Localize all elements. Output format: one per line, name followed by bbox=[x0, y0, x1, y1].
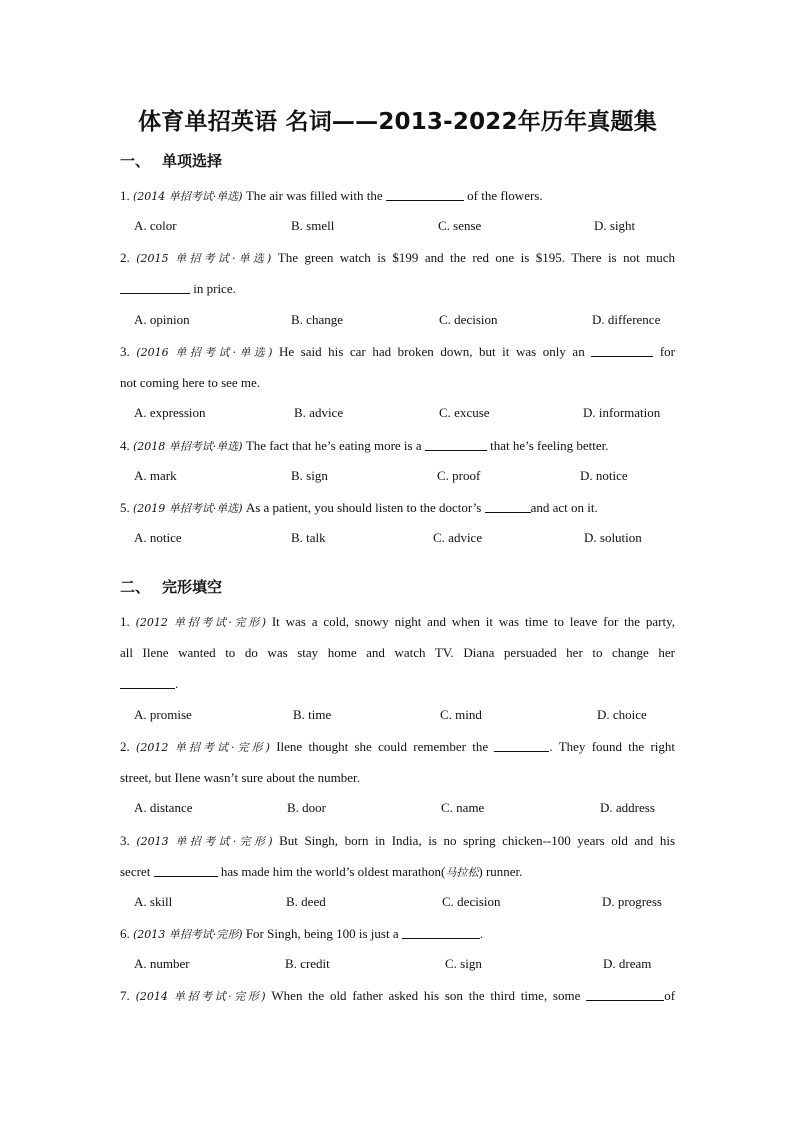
question-number: 3. bbox=[120, 344, 130, 359]
question-text: ) runner. bbox=[478, 864, 523, 879]
section-number: 二、 bbox=[120, 578, 151, 596]
question-number: 5. bbox=[120, 500, 130, 515]
question-line bbox=[120, 668, 675, 699]
option-c: C. sign bbox=[445, 956, 482, 971]
question-source: (2014 单招考试·单选) bbox=[133, 190, 243, 203]
option-a: A. color bbox=[134, 218, 177, 233]
option-d: D. dream bbox=[603, 956, 652, 971]
question-line bbox=[120, 918, 675, 949]
option-a: A. mark bbox=[134, 468, 177, 483]
question-source: (2013 单招考试·完形) bbox=[136, 835, 273, 848]
question-number: 4. bbox=[120, 438, 130, 453]
question-text: . bbox=[175, 676, 179, 691]
option-row bbox=[134, 530, 674, 550]
question-number: 6. bbox=[120, 926, 130, 941]
question-source: (2015 单招考试·单选) bbox=[136, 252, 272, 265]
option-a: A. expression bbox=[134, 405, 206, 420]
question-line bbox=[120, 606, 675, 637]
answer-blank bbox=[154, 864, 218, 877]
option-b: B. door bbox=[287, 800, 326, 815]
answer-blank bbox=[425, 438, 487, 451]
question-line: all Ilene wanted to do was stay home and watch TV. Diana persuaded her to change her bbox=[120, 645, 675, 660]
question-text: It was a cold, snowy night and when it was time to leave for the party, bbox=[271, 614, 675, 629]
option-row bbox=[134, 956, 674, 976]
question-line bbox=[120, 273, 675, 304]
option-c: C. sense bbox=[438, 218, 482, 233]
option-d: D. difference bbox=[592, 312, 661, 327]
option-b: B. advice bbox=[294, 405, 344, 420]
question-line: street, but Ilene wasn’t sure about the number. bbox=[120, 770, 360, 785]
answer-blank bbox=[402, 926, 480, 939]
answer-blank bbox=[494, 739, 549, 752]
option-row bbox=[134, 468, 674, 488]
question-item bbox=[120, 731, 675, 793]
answer-blank bbox=[120, 281, 190, 294]
option-row bbox=[134, 218, 674, 238]
option-b: B. change bbox=[291, 312, 343, 327]
option-c: C. decision bbox=[439, 312, 498, 327]
question-line bbox=[120, 731, 675, 762]
question-text: He said his car had broken down, but it was only an bbox=[278, 344, 585, 359]
option-c: C. proof bbox=[437, 468, 481, 483]
question-number: 2. bbox=[120, 739, 130, 754]
question-line bbox=[120, 980, 675, 1011]
section-name: 单项选择 bbox=[162, 152, 223, 170]
option-row bbox=[134, 707, 674, 727]
question-text: secret bbox=[120, 864, 151, 879]
question-number: 2. bbox=[120, 250, 130, 265]
answer-blank bbox=[586, 988, 664, 1001]
option-b: B. time bbox=[293, 707, 332, 722]
question-text: Ilene thought she could remember the bbox=[276, 739, 489, 754]
option-c: C. decision bbox=[442, 894, 501, 909]
page-title: 体育单招英语 名词——2013-2022年历年真题集 bbox=[138, 109, 657, 135]
option-d: D. solution bbox=[584, 530, 642, 545]
question-text: has made him the world’s oldest marathon( bbox=[220, 864, 446, 879]
option-c: C. mind bbox=[440, 707, 482, 722]
option-d: D. notice bbox=[580, 468, 628, 483]
option-a: A. distance bbox=[134, 800, 193, 815]
question-item bbox=[120, 492, 675, 523]
question-line bbox=[120, 242, 675, 273]
option-a: A. skill bbox=[134, 894, 173, 909]
question-source: (2013 单招考试·完形) bbox=[133, 928, 243, 941]
question-text: The fact that he’s eating more is a bbox=[245, 438, 422, 453]
question-line bbox=[120, 430, 675, 461]
question-number: 7. bbox=[120, 988, 130, 1003]
question-text: that he’s feeling better. bbox=[490, 438, 609, 453]
question-source: (2014 单招考试·完形) bbox=[135, 990, 266, 1003]
option-b: B. credit bbox=[285, 956, 330, 971]
question-text: . bbox=[479, 926, 484, 941]
option-d: D. address bbox=[600, 800, 655, 815]
question-text: of the flowers. bbox=[467, 188, 543, 203]
option-c: C. excuse bbox=[439, 405, 490, 420]
option-b: B. deed bbox=[286, 894, 326, 909]
option-b: B. talk bbox=[291, 530, 326, 545]
question-source: (2018 单招考试·单选) bbox=[133, 440, 243, 453]
question-line bbox=[120, 856, 675, 887]
question-item bbox=[120, 918, 675, 949]
question-source: (2012 单招考试·完形) bbox=[135, 616, 266, 629]
question-source: (2016 单招考试·单选) bbox=[136, 346, 273, 359]
question-line bbox=[120, 825, 675, 856]
question-item bbox=[120, 825, 675, 887]
option-row bbox=[134, 800, 674, 820]
question-number: 1. bbox=[120, 614, 130, 629]
question-item bbox=[120, 336, 675, 398]
question-text: and act on it. bbox=[530, 500, 598, 515]
question-text: 马拉松 bbox=[445, 866, 479, 879]
question-text: The green watch is $199 and the red one is $195. There is not much bbox=[277, 250, 676, 265]
question-text: . They found the right bbox=[549, 739, 676, 754]
question-text: But Singh, born in India, is no spring chicken--100 years old and his bbox=[279, 833, 676, 848]
question-line bbox=[120, 336, 675, 367]
answer-blank bbox=[591, 344, 653, 357]
question-number: 3. bbox=[120, 833, 130, 848]
option-b: B. smell bbox=[291, 218, 335, 233]
question-line bbox=[120, 180, 675, 211]
question-item bbox=[120, 242, 675, 304]
option-a: A. number bbox=[134, 956, 190, 971]
option-a: A. opinion bbox=[134, 312, 190, 327]
section-name: 完形填空 bbox=[162, 578, 223, 596]
answer-blank bbox=[120, 676, 175, 689]
answer-blank bbox=[386, 188, 464, 201]
question-item bbox=[120, 430, 675, 461]
option-d: D. progress bbox=[602, 894, 662, 909]
section-heading-2 bbox=[120, 576, 222, 597]
question-source: (2012 单招考试·完形) bbox=[136, 741, 270, 754]
question-text: The air was filled with the bbox=[245, 188, 383, 203]
question-text: for bbox=[659, 344, 675, 359]
section-number: 一、 bbox=[120, 152, 151, 170]
option-a: A. promise bbox=[134, 707, 192, 722]
option-row bbox=[134, 405, 674, 425]
section-heading-1 bbox=[120, 150, 222, 171]
question-source: (2019 单招考试·单选) bbox=[133, 502, 243, 515]
option-d: D. sight bbox=[594, 218, 636, 233]
option-a: A. notice bbox=[134, 530, 182, 545]
question-text: As a patient, you should listen to the doctor’s bbox=[245, 500, 482, 515]
question-item bbox=[120, 980, 675, 1011]
option-b: B. sign bbox=[291, 468, 328, 483]
option-d: D. information bbox=[583, 405, 661, 420]
option-row bbox=[134, 894, 674, 914]
question-item bbox=[120, 180, 675, 211]
question-item bbox=[120, 606, 675, 699]
option-c: C. name bbox=[441, 800, 485, 815]
question-text: of bbox=[664, 988, 676, 1003]
option-d: D. choice bbox=[597, 707, 647, 722]
question-line: not coming here to see me. bbox=[120, 375, 261, 390]
question-text: For Singh, being 100 is just a bbox=[245, 926, 399, 941]
question-text: When the old father asked his son the third time, some bbox=[271, 988, 581, 1003]
option-row bbox=[134, 312, 674, 332]
question-text: in price. bbox=[193, 281, 236, 296]
question-line bbox=[120, 492, 675, 523]
question-number: 1. bbox=[120, 188, 130, 203]
option-c: C. advice bbox=[433, 530, 483, 545]
answer-blank bbox=[485, 500, 531, 513]
